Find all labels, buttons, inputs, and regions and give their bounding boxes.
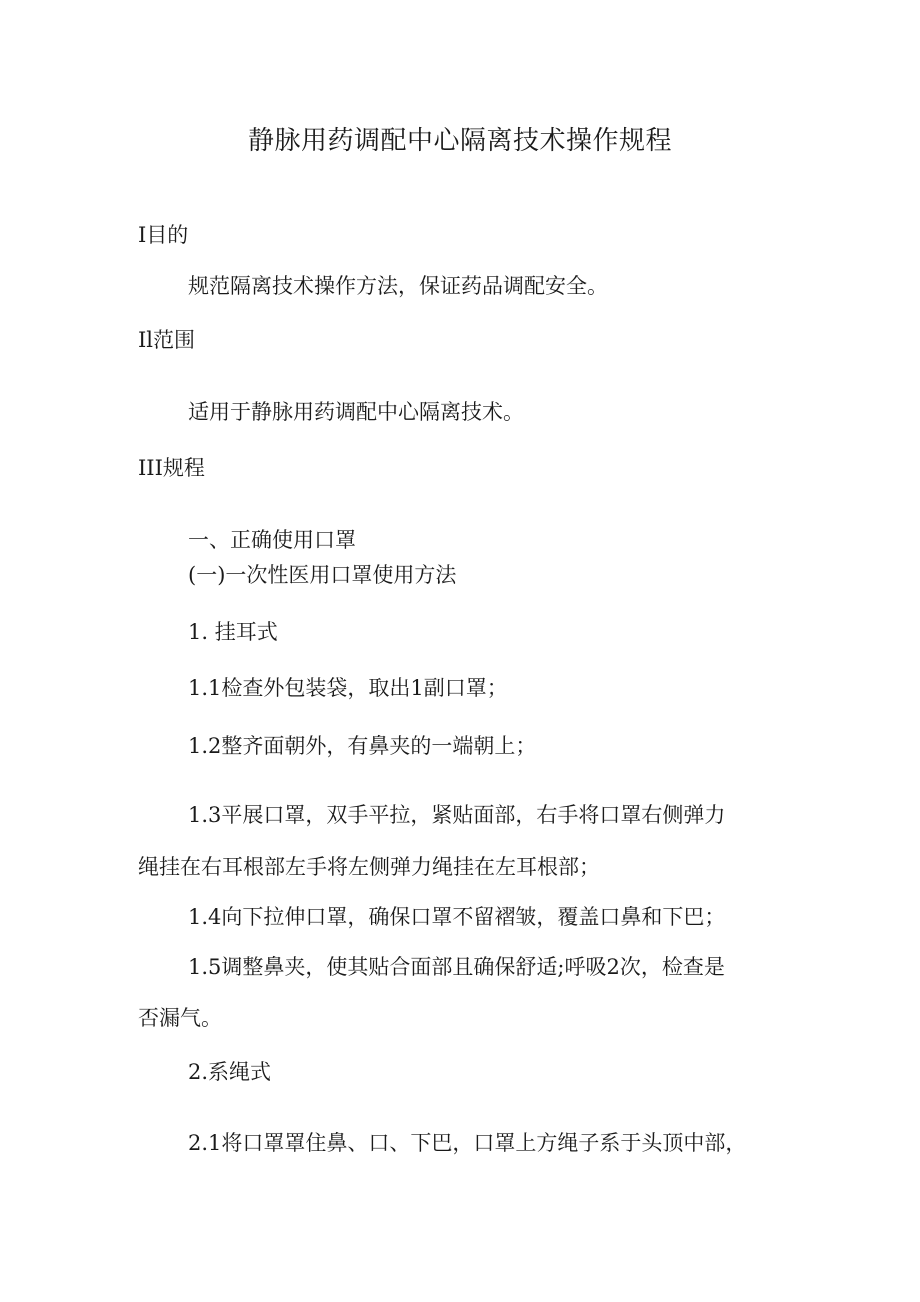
step-2-1: 2.1将口罩罩住鼻、口、下巴，口罩上方绳子系于头顶中部， [188, 1131, 747, 1155]
ear-loop-heading: 1. 挂耳式 [188, 620, 278, 644]
step-1-3-line2: 绳挂在右耳根部左手将左侧弹力绳挂在左耳根部； [138, 855, 600, 879]
step-1-3-line1: 1.3平展口罩，双手平拉，紧贴面部，右手将口罩右侧弹力 [188, 803, 726, 827]
sub1-heading: (一)一次性医用口罩使用方法 [188, 563, 457, 587]
procedure-heading: III规程 [138, 456, 205, 480]
step-1-4: 1.4向下拉伸口罩，确保口罩不留褶皱，覆盖口鼻和下巴； [188, 905, 726, 929]
scope-text: 适用于静脉用药调配中心隔离技术。 [188, 400, 524, 424]
scope-heading: Il范围 [138, 328, 196, 352]
purpose-heading: I目的 [138, 223, 189, 247]
purpose-text: 规范隔离技术操作方法，保证药品调配安全。 [188, 274, 608, 298]
step-1-5-line2: 否漏气。 [138, 1006, 222, 1030]
part1-heading: 一、正确使用口罩 [188, 528, 356, 552]
step-1-1: 1.1检查外包装袋，取出1副口罩； [188, 676, 508, 700]
step-1-2: 1.2整齐面朝外，有鼻夹的一端朝上； [188, 734, 537, 758]
document-title: 静脉用药调配中心隔离技术操作规程 [247, 126, 672, 156]
step-1-5-line1: 1.5调整鼻夹，使其贴合面部且确保舒适;呼吸2次，检查是 [188, 955, 725, 979]
tie-heading: 2.系绳式 [188, 1060, 272, 1084]
